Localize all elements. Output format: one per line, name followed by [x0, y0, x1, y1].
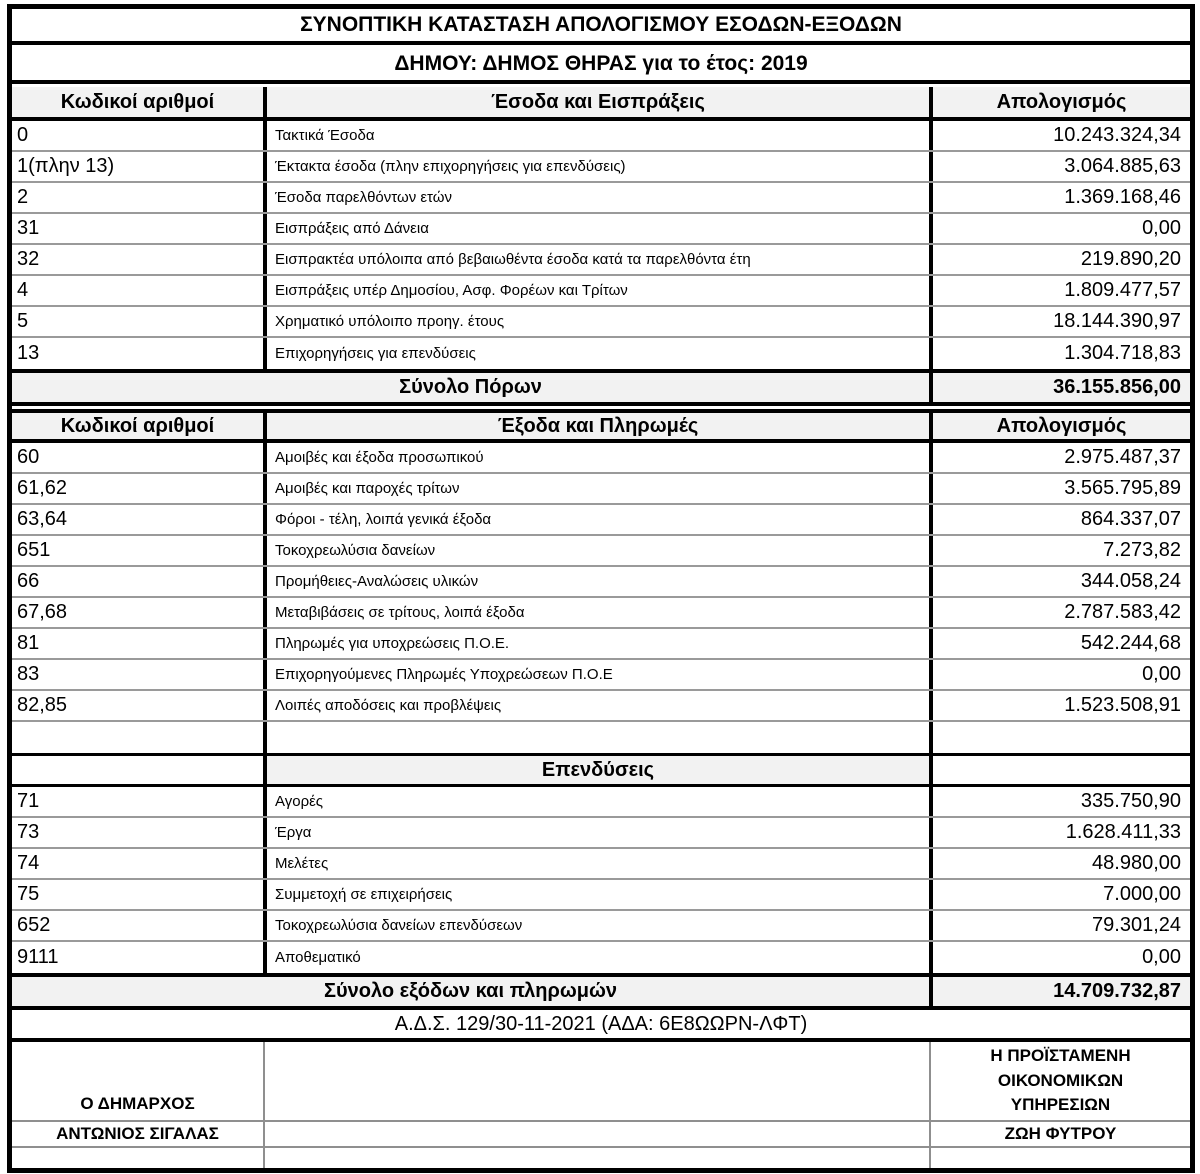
- amount-cell: 335.750,90: [929, 787, 1190, 816]
- amount-cell: 0,00: [929, 660, 1190, 689]
- desc-cell: Προμήθειες-Αναλώσεις υλικών: [263, 567, 929, 596]
- income-total-label: Σύνολο Πόρων: [399, 376, 542, 398]
- amount-cell: 0,00: [929, 942, 1190, 973]
- report-title-row: [12, 9, 1190, 45]
- council-decision-row: [12, 1010, 1190, 1042]
- desc-cell: Χρηματικό υπόλοιπο προηγ. έτους: [263, 307, 929, 336]
- amount-cell: 1.369.168,46: [929, 183, 1190, 212]
- amount-cell: [929, 722, 1190, 753]
- desc-cell: Έκτακτα έσοδα (πλην επιχορηγήσεις για επενδύσεις): [263, 152, 929, 181]
- code-cell: 82,85: [17, 694, 68, 716]
- desc-cell: Τοκοχρεωλύσια δανείων επενδύσεων: [263, 911, 929, 940]
- amount-cell: 7.000,00: [929, 880, 1190, 909]
- table-row: [12, 722, 1190, 753]
- desc-cell: Φόροι - τέλη, λοιπά γενικά έξοδα: [263, 505, 929, 534]
- report-subtitle-row: [12, 48, 1190, 84]
- table-row: [12, 276, 1190, 307]
- code-cell: 4: [17, 279, 29, 301]
- desc-cell: Αποθεματικό: [263, 942, 929, 973]
- table-row: [12, 214, 1190, 245]
- signature-middle-cell: [263, 1042, 929, 1120]
- empty-cell: [263, 1148, 929, 1168]
- desc-cell: Έσοδα παρελθόντων ετών: [263, 183, 929, 212]
- desc-cell: Επιχορηγήσεις για επενδύσεις: [263, 338, 929, 369]
- investments-empty-amount-cell: [929, 756, 1190, 784]
- clipped-bottom-row: [12, 1148, 1190, 1168]
- desc-cell: Μεταβιβάσεις σε τρίτους, λοιπά έξοδα: [263, 598, 929, 627]
- code-cell: 13: [17, 342, 40, 364]
- table-row: [12, 245, 1190, 276]
- income-header-desc: Έσοδα και Εισπράξεις: [263, 87, 929, 117]
- desc-cell: Πληρωμές για υποχρεώσεις Π.Ο.Ε.: [263, 629, 929, 658]
- code-cell: 75: [17, 883, 40, 905]
- finance-chief-name: ΖΩΗ ΦΥΤΡΟΥ: [929, 1122, 1190, 1146]
- code-cell: 60: [17, 446, 40, 468]
- table-row: [12, 183, 1190, 214]
- signature-names-row: [12, 1122, 1190, 1148]
- empty-cell: [929, 1148, 1190, 1168]
- table-row: [12, 598, 1190, 629]
- code-cell: 66: [17, 570, 40, 592]
- code-cell: 83: [17, 663, 40, 685]
- finance-chief-title-line1: Η ΠΡΟΪΣΤΑΜΕΝΗ: [990, 1046, 1131, 1066]
- desc-cell: Λοιπές αποδόσεις και προβλέψεις: [263, 691, 929, 720]
- table-row: [12, 660, 1190, 691]
- desc-cell: Τακτικά Έσοδα: [263, 121, 929, 150]
- desc-cell: Αγορές: [263, 787, 929, 816]
- desc-cell: Επιχορηγούμενες Πληρωμές Υποχρεώσεων Π.Ο.Ε: [263, 660, 929, 689]
- code-cell: 31: [17, 217, 40, 239]
- desc-cell: Τοκοχρεωλύσια δανείων: [263, 536, 929, 565]
- amount-cell: 3.565.795,89: [929, 474, 1190, 503]
- amount-cell: 1.304.718,83: [929, 338, 1190, 369]
- signature-titles-row: [12, 1042, 1190, 1122]
- code-cell: 61,62: [17, 477, 68, 499]
- table-row: [12, 787, 1190, 818]
- finance-chief-title-line2: ΟΙΚΟΝΟΜΙΚΩΝ: [997, 1070, 1124, 1090]
- income-header-code: Κωδικοί αριθμοί: [60, 90, 215, 113]
- amount-cell: 1.809.477,57: [929, 276, 1190, 305]
- code-cell: 74: [17, 852, 40, 874]
- code-cell: 9111: [17, 946, 59, 968]
- income-rows-group: [12, 121, 1190, 369]
- code-cell: 63,64: [17, 508, 68, 530]
- investments-section-row: [12, 753, 1190, 787]
- table-row: [12, 307, 1190, 338]
- code-cell: 81: [17, 632, 40, 654]
- table-row: [12, 567, 1190, 598]
- code-cell: 32: [17, 248, 40, 270]
- code-cell: 73: [17, 821, 40, 843]
- finance-chief-title-line3: ΥΠΗΡΕΣΙΩΝ: [1010, 1095, 1111, 1115]
- investments-rows-group: [12, 787, 1190, 973]
- table-row: [12, 474, 1190, 505]
- report-table: [7, 4, 1195, 1173]
- desc-cell: Έργα: [263, 818, 929, 847]
- report-subtitle: ΔΗΜΟΥ: ΔΗΜΟΣ ΘΗΡΑΣ για το έτος: 2019: [394, 52, 808, 75]
- signature-middle-cell: [263, 1122, 929, 1146]
- table-row: [12, 121, 1190, 152]
- table-row: [12, 152, 1190, 183]
- amount-cell: 542.244,68: [929, 629, 1190, 658]
- amount-cell: 1.523.508,91: [929, 691, 1190, 720]
- desc-cell: Συμμετοχή σε επιχειρήσεις: [263, 880, 929, 909]
- amount-cell: 3.064.885,63: [929, 152, 1190, 181]
- income-total-row: [12, 369, 1190, 406]
- desc-cell: Αμοιβές και έξοδα προσωπικού: [263, 443, 929, 472]
- empty-cell: [12, 1148, 263, 1168]
- mayor-title: Ο ΔΗΜΑΡΧΟΣ: [80, 1094, 195, 1113]
- code-cell: [12, 722, 263, 753]
- income-total-amount: 36.155.856,00: [929, 373, 1190, 402]
- amount-cell: 18.144.390,97: [929, 307, 1190, 336]
- investments-section-label: Επενδύσεις: [263, 756, 929, 784]
- amount-cell: 2.975.487,37: [929, 443, 1190, 472]
- amount-cell: 344.058,24: [929, 567, 1190, 596]
- desc-cell: Μελέτες: [263, 849, 929, 878]
- amount-cell: 864.337,07: [929, 505, 1190, 534]
- table-row: [12, 629, 1190, 660]
- table-row: [12, 942, 1190, 973]
- table-row: [12, 880, 1190, 911]
- finance-chief-title: [929, 1042, 1190, 1120]
- income-header-amount: Απολογισμός: [929, 87, 1190, 117]
- code-cell: 67,68: [17, 601, 68, 623]
- code-cell: 651: [17, 539, 51, 561]
- amount-cell: 10.243.324,34: [929, 121, 1190, 150]
- table-row: [12, 691, 1190, 722]
- table-row: [12, 505, 1190, 536]
- table-row: [12, 536, 1190, 567]
- code-cell: 652: [17, 914, 51, 936]
- code-cell: 2: [17, 186, 29, 208]
- expenses-header-code: Κωδικοί αριθμοί: [60, 414, 215, 437]
- amount-cell: 79.301,24: [929, 911, 1190, 940]
- table-row: [12, 911, 1190, 942]
- expenses-header-row: [12, 409, 1190, 443]
- expenses-rows-group: [12, 443, 1190, 753]
- amount-cell: 219.890,20: [929, 245, 1190, 274]
- amount-cell: 0,00: [929, 214, 1190, 243]
- code-cell: 71: [17, 790, 40, 812]
- council-decision-text: Α.Δ.Σ. 129/30-11-2021 (ΑΔΑ: 6Ε8ΩΩΡΝ-ΛΦΤ): [394, 1012, 808, 1035]
- desc-cell: [263, 722, 929, 753]
- code-cell: 5: [17, 310, 29, 332]
- table-row: [12, 338, 1190, 369]
- table-row: [12, 849, 1190, 880]
- desc-cell: Εισπράξεις από Δάνεια: [263, 214, 929, 243]
- amount-cell: 2.787.583,42: [929, 598, 1190, 627]
- code-cell: 1(πλην 13): [17, 155, 115, 177]
- report-title: ΣΥΝΟΠΤΙΚΗ ΚΑΤΑΣΤΑΣΗ ΑΠΟΛΟΓΙΣΜΟΥ ΕΣΟΔΩΝ-ΕΞΟΔΩΝ: [300, 13, 902, 36]
- desc-cell: Αμοιβές και παροχές τρίτων: [263, 474, 929, 503]
- income-header-row: [12, 87, 1190, 121]
- desc-cell: Εισπρακτέα υπόλοιπα από βεβαιωθέντα έσοδα κατά τα παρελθόντα έτη: [263, 245, 929, 274]
- investments-empty-cell: [12, 756, 263, 784]
- table-row: [12, 818, 1190, 849]
- expenses-total-amount: 14.709.732,87: [929, 977, 1190, 1006]
- desc-cell: Εισπράξεις υπέρ Δημοσίου, Ασφ. Φορέων και Τρίτων: [263, 276, 929, 305]
- code-cell: 0: [17, 124, 29, 146]
- expenses-header-amount: Απολογισμός: [929, 413, 1190, 439]
- mayor-name: ΑΝΤΩΝΙΟΣ ΣΙΓΑΛΑΣ: [56, 1124, 219, 1143]
- table-row: [12, 443, 1190, 474]
- amount-cell: 1.628.411,33: [929, 818, 1190, 847]
- expenses-total-label: Σύνολο εξόδων και πληρωμών: [323, 980, 618, 1002]
- amount-cell: 48.980,00: [929, 849, 1190, 878]
- amount-cell: 7.273,82: [929, 536, 1190, 565]
- expenses-total-row: [12, 973, 1190, 1010]
- expenses-header-desc: Έξοδα και Πληρωμές: [263, 413, 929, 439]
